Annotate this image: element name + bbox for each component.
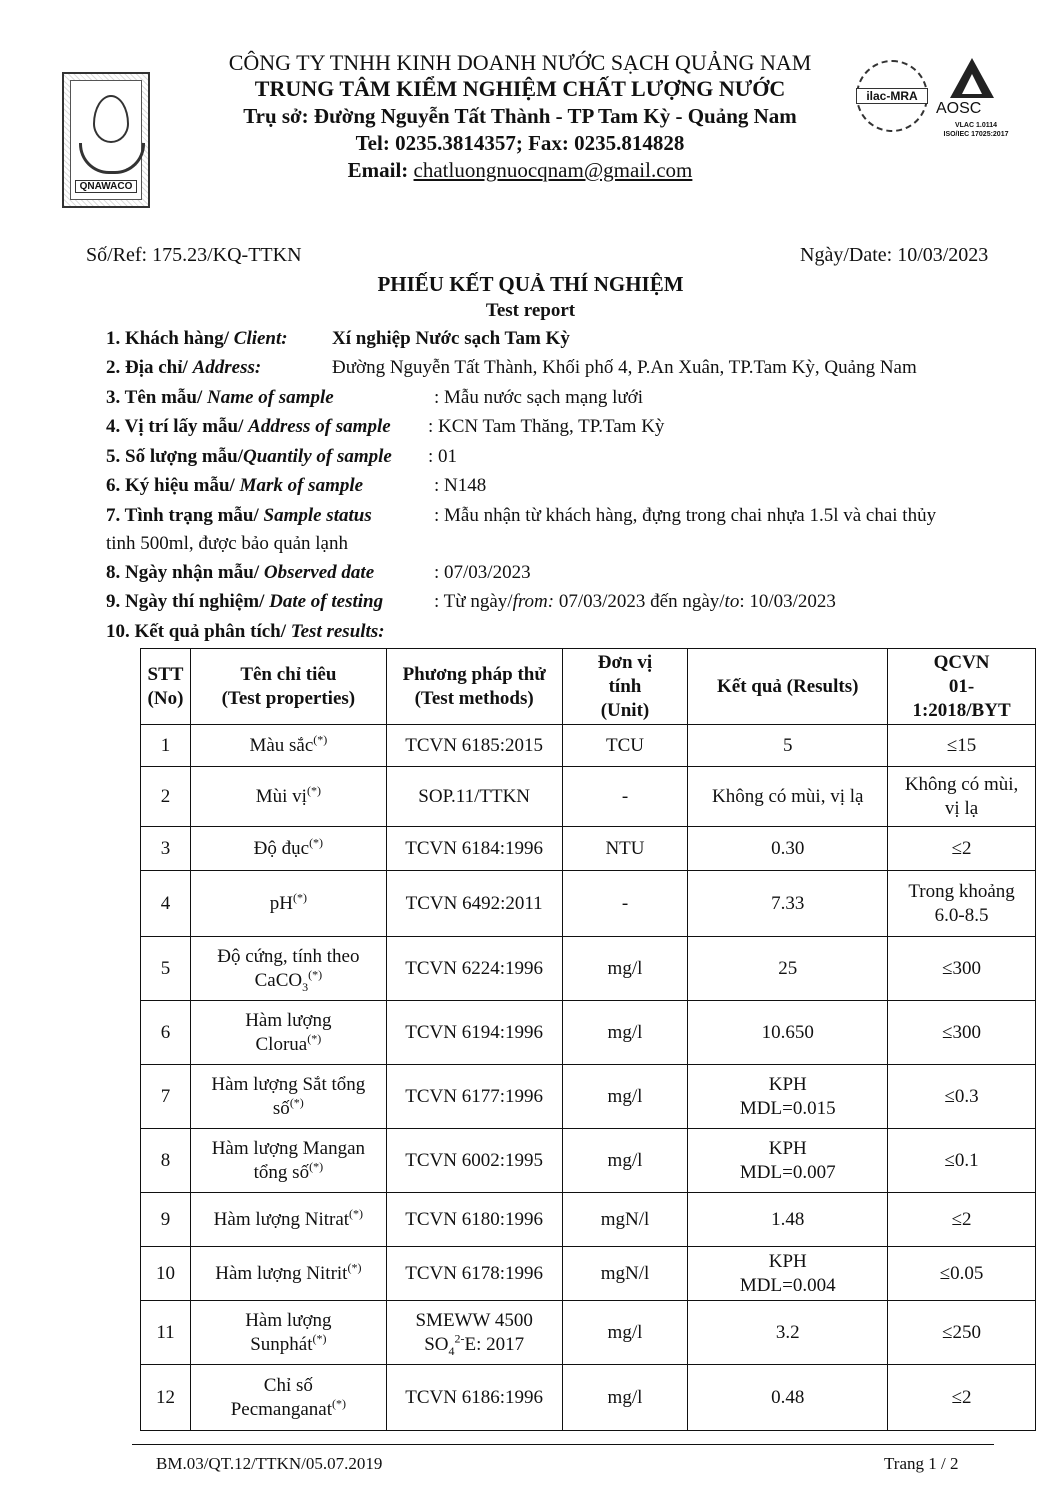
cell-name: Độ đục(*) (190, 827, 386, 871)
cell-unit: mg/l (562, 1365, 688, 1431)
cell-limit: ≤2 (888, 1193, 1036, 1247)
info-sample-status: 7. Tình trạng mẫu/ Sample status (106, 505, 372, 526)
cell-result: 3.2 (688, 1301, 888, 1365)
cell-result: 1.48 (688, 1193, 888, 1247)
company-address: Trụ sở: Đường Nguyễn Tất Thành - TP Tam Kỳ - Quảng Nam (243, 104, 797, 128)
company-phone: Tel: 0235.3814357; Fax: 0235.814828 (355, 131, 685, 155)
cell-result: 0.30 (688, 827, 888, 871)
cell-unit: mg/l (562, 1129, 688, 1193)
info-sample-location: 4. Vị trí lấy mẫu/ Address of sample (106, 416, 391, 437)
cell-unit: - (562, 767, 688, 827)
cell-limit: ≤0.05 (888, 1247, 1036, 1301)
cell-unit: mg/l (562, 1001, 688, 1065)
cell-name: Hàm lượng Mangan tổng số(*) (190, 1129, 386, 1193)
cell-limit: ≤0.1 (888, 1129, 1036, 1193)
report-date: Ngày/Date: 10/03/2023 (800, 244, 989, 266)
info-client: 1. Khách hàng/ Client: (106, 328, 288, 349)
footer-form-code: BM.03/QT.12/TTKN/05.07.2019 (156, 1454, 383, 1473)
info-sample-mark-value: : N148 (434, 475, 487, 496)
info-sample-name-value: : Mẫu nước sạch mạng lưới (434, 387, 644, 408)
cell-method: TCVN 6178:1996 (386, 1247, 562, 1301)
cell-method: TCVN 6177:1996 (386, 1065, 562, 1129)
ilac-logo-text: ilac-MRA (856, 88, 928, 104)
cell-result: KPH MDL=0.015 (688, 1065, 888, 1129)
cell-method: TCVN 6186:1996 (386, 1365, 562, 1431)
table-row (141, 1365, 1036, 1431)
cell-no: 7 (141, 1065, 191, 1129)
cell-result: 7.33 (688, 871, 888, 937)
table-header-row (141, 649, 1036, 725)
table-row (141, 937, 1036, 1001)
cell-limit: ≤15 (888, 725, 1036, 767)
cell-limit: ≤300 (888, 937, 1036, 1001)
logo-brand-text: QNAWACO (75, 180, 137, 193)
email-label: Email: (347, 158, 409, 182)
cell-result: 5 (688, 725, 888, 767)
info-observed-date-value: : 07/03/2023 (434, 562, 531, 583)
cell-limit: ≤2 (888, 827, 1036, 871)
info-sample-mark: 6. Ký hiệu mẫu/ Mark of sample (106, 475, 364, 496)
cell-method: TCVN 6185:2015 (386, 725, 562, 767)
table-row (141, 871, 1036, 937)
header-test-methods: Phương pháp thử (Test methods) (386, 649, 562, 725)
email-link[interactable]: chatluongnuocqnam@gmail.com (413, 158, 693, 182)
water-drop-icon (93, 95, 129, 143)
info-address: 2. Địa chỉ/ Address: (106, 357, 262, 378)
table-row (141, 1247, 1036, 1301)
info-observed-date: 8. Ngày nhận mẫu/ Observed date (106, 562, 375, 583)
cell-limit: ≤0.3 (888, 1065, 1036, 1129)
company-logo (62, 72, 150, 208)
results-table (140, 648, 1036, 1431)
cell-unit: mg/l (562, 1065, 688, 1129)
cell-limit: Trong khoảng 6.0-8.5 (888, 871, 1036, 937)
cell-method: TCVN 6224:1996 (386, 937, 562, 1001)
cell-unit: - (562, 871, 688, 937)
footer-divider (132, 1444, 994, 1445)
cell-limit: ≤250 (888, 1301, 1036, 1365)
info-testing-date-value: : Từ ngày/from: 07/03/2023 đến ngày/to: 10/03/2023 (434, 591, 836, 612)
cell-unit: mg/l (562, 937, 688, 1001)
cell-method: TCVN 6492:2011 (386, 871, 562, 937)
info-sample-name: 3. Tên mẫu/ Name of sample (106, 387, 334, 408)
cell-no: 8 (141, 1129, 191, 1193)
cell-name: Mùi vị(*) (190, 767, 386, 827)
cell-no: 2 (141, 767, 191, 827)
info-sample-quantity-value: : 01 (428, 446, 458, 467)
info-test-results: 10. Kết quả phân tích/ Test results: (106, 621, 385, 642)
report-title: PHIẾU KẾT QUẢ THÍ NGHIỆM (377, 272, 684, 296)
cell-no: 5 (141, 937, 191, 1001)
table-row (141, 1065, 1036, 1129)
cell-no: 6 (141, 1001, 191, 1065)
cell-name: Độ cứng, tính theo CaCO$_3$(*) (190, 937, 386, 1001)
info-sample-quantity: 5. Số lượng mẫu/Quantily of sample (106, 446, 392, 467)
cell-result: 0.48 (688, 1365, 888, 1431)
report-subtitle: Test report (485, 300, 576, 321)
cell-name: Hàm lượng Clorua(*) (190, 1001, 386, 1065)
cell-result: 25 (688, 937, 888, 1001)
aosc-logo (936, 58, 1016, 144)
cell-no: 12 (141, 1365, 191, 1431)
hands-icon (79, 143, 145, 174)
cell-result: Không có mùi, vị lạ (688, 767, 888, 827)
aosc-name: AOSC (936, 100, 982, 117)
header-test-properties: Tên chỉ tiêu (Test properties) (190, 649, 386, 725)
cell-no: 11 (141, 1301, 191, 1365)
cell-no: 3 (141, 827, 191, 871)
cell-name: Hàm lượng Nitrat(*) (190, 1193, 386, 1247)
info-client-value: Xí nghiệp Nước sạch Tam Kỳ (332, 328, 570, 349)
cell-no: 9 (141, 1193, 191, 1247)
cell-method: SMEWW 4500 $SO_4^{2-}E$: 2017 (386, 1301, 562, 1365)
cell-name: pH(*) (190, 871, 386, 937)
cell-result: KPH MDL=0.004 (688, 1247, 888, 1301)
center-name: TRUNG TÂM KIỂM NGHIỆM CHẤT LƯỢNG NƯỚC (254, 76, 786, 101)
cell-name: Màu sắc(*) (190, 725, 386, 767)
cell-no: 4 (141, 871, 191, 937)
ilac-mra-logo (856, 60, 928, 132)
cell-limit: ≤300 (888, 1001, 1036, 1065)
cell-method: TCVN 6002:1995 (386, 1129, 562, 1193)
company-email-line (150, 158, 890, 183)
table-row (141, 767, 1036, 827)
cell-unit: mgN/l (562, 1247, 688, 1301)
cell-no: 1 (141, 725, 191, 767)
cell-limit: Không có mùi, vị lạ (888, 767, 1036, 827)
cell-unit: mg/l (562, 1301, 688, 1365)
cell-name: Chỉ số Pecmanganat(*) (190, 1365, 386, 1431)
table-row (141, 1301, 1036, 1365)
aosc-iso: ISO/IEC 17025:2017 (943, 131, 1009, 138)
cell-unit: NTU (562, 827, 688, 871)
header-stt: STT (No) (141, 649, 191, 725)
info-sample-status-value: : Mẫu nhận từ khách hàng, đựng trong chai nhựa 1.5l và chai thủy (434, 505, 937, 526)
footer-page-number: Trang 1 / 2 (884, 1454, 959, 1473)
cell-unit: TCU (562, 725, 688, 767)
info-sample-status-value-cont: tinh 500ml, được bảo quản lạnh (106, 533, 348, 554)
table-row (141, 1001, 1036, 1065)
company-name: CÔNG TY TNHH KINH DOANH NƯỚC SẠCH QUẢNG NAM (228, 50, 812, 75)
cell-method: TCVN 6180:1996 (386, 1193, 562, 1247)
header-results: Kết quả (Results) (688, 649, 888, 725)
info-sample-location-value: : KCN Tam Thăng, TP.Tam Kỳ (428, 416, 665, 437)
info-address-value: Đường Nguyễn Tất Thành, Khối phố 4, P.An Xuân, TP.Tam Kỳ, Quảng Nam (332, 357, 917, 378)
info-testing-date: 9. Ngày thí nghiệm/ Date of testing (106, 591, 384, 612)
cell-result: KPH MDL=0.007 (688, 1129, 888, 1193)
cell-method: TCVN 6184:1996 (386, 827, 562, 871)
cell-method: SOP.11/TTKN (386, 767, 562, 827)
cell-limit: ≤2 (888, 1365, 1036, 1431)
cell-no: 10 (141, 1247, 191, 1301)
cell-result: 10.650 (688, 1001, 888, 1065)
aosc-vlac: VLAC 1.0114 (954, 122, 998, 129)
header-unit: Đơn vị tính (Unit) (562, 649, 688, 725)
header-qcvn: QCVN 01- 1:2018/BYT (888, 649, 1036, 725)
table-row (141, 725, 1036, 767)
table-row (141, 1193, 1036, 1247)
cell-name: Hàm lượng Sắt tổng số(*) (190, 1065, 386, 1129)
table-row (141, 1129, 1036, 1193)
cell-method: TCVN 6194:1996 (386, 1001, 562, 1065)
cell-unit: mgN/l (562, 1193, 688, 1247)
reference-number: Số/Ref: 175.23/KQ-TTKN (86, 244, 302, 266)
table-row (141, 827, 1036, 871)
cell-name: Hàm lượng Nitrit(*) (190, 1247, 386, 1301)
cell-name: Hàm lượng Sunphát(*) (190, 1301, 386, 1365)
